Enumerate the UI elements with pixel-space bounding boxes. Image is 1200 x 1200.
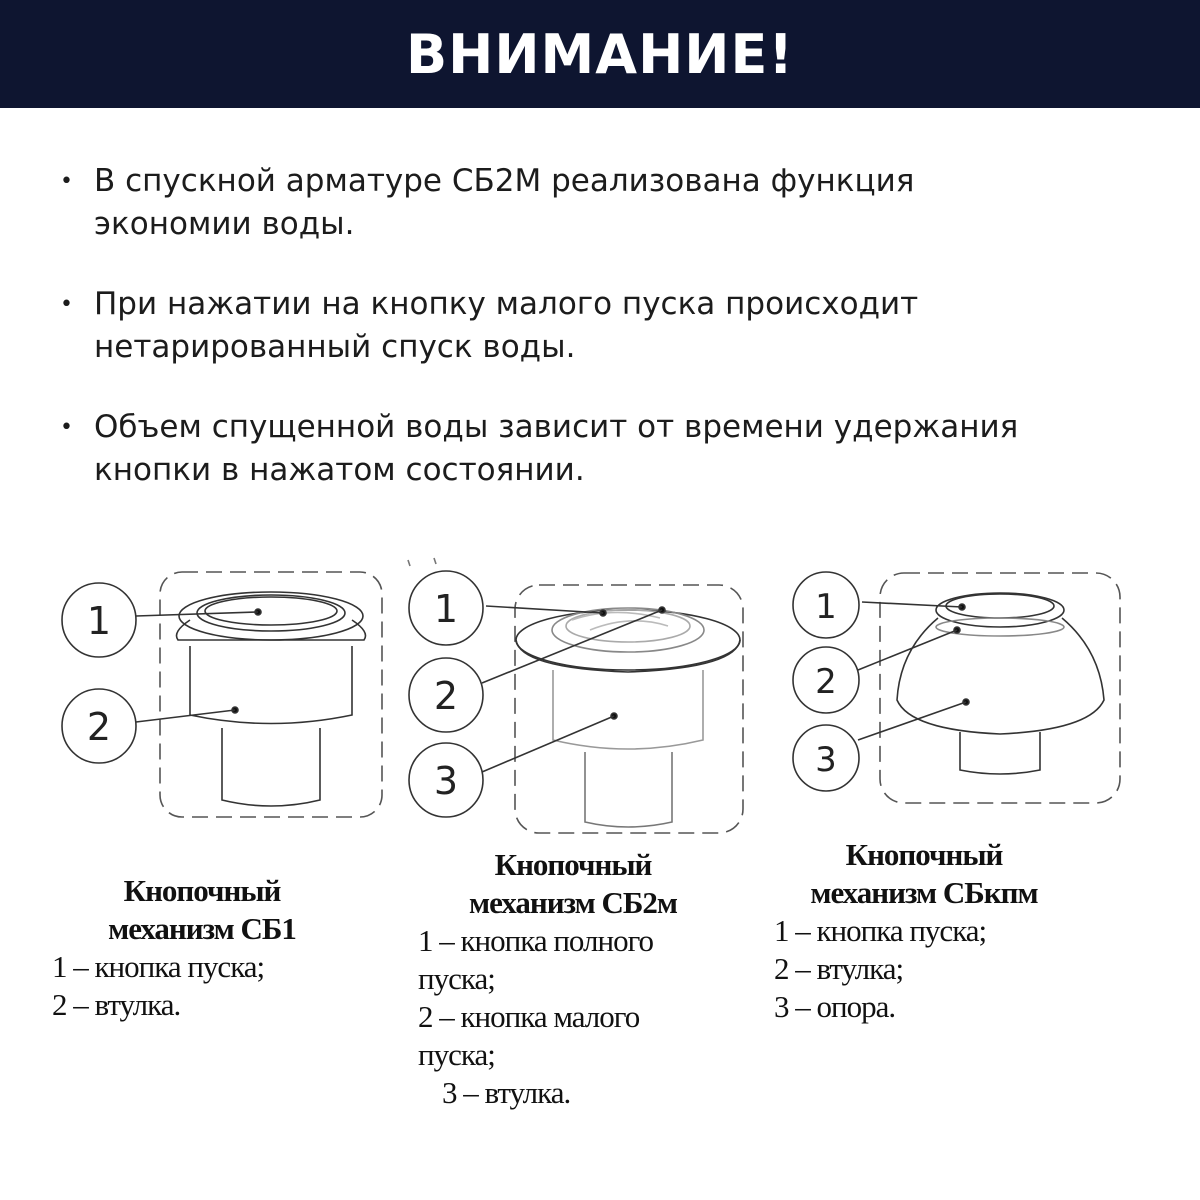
sb2m-caption-item: 3 – втулка. (442, 1075, 571, 1110)
page-title: ВНИМАНИЕ! (406, 22, 794, 86)
sb2m-caption-title: механизм СБ2м (469, 885, 677, 920)
sb2m-base (585, 752, 672, 827)
sb2m-frame (515, 585, 743, 833)
sbkpm-drawing (793, 572, 1120, 803)
list-item (58, 406, 1158, 492)
sbkpm-callout-3-label: 3 (815, 740, 837, 780)
sb2m-flange (516, 610, 740, 670)
sbkpm-support (960, 732, 1040, 774)
sbkpm-leader-3 (858, 702, 966, 740)
sb1-base (222, 728, 320, 806)
sbkpm-callout-2-label: 2 (815, 662, 837, 702)
sb2m-caption-item: 1 – кнопка полного (418, 923, 654, 958)
sb2m-callout-1-label: 1 (433, 587, 459, 631)
sb2m-sleeve (553, 670, 703, 749)
sbkpm-caption-title: механизм СБкпм (810, 875, 1038, 910)
sb2m-callout-3-label: 3 (433, 759, 459, 803)
sb2m-leader-3 (482, 716, 614, 772)
sb1-flange-top (179, 592, 363, 640)
sb2m-scribble (408, 558, 436, 566)
sbkpm-callout-1-label: 1 (815, 587, 837, 627)
sb2m-leader-1 (486, 606, 603, 613)
sb2m-drawing (408, 558, 743, 833)
sbkpm-caption (774, 836, 1074, 1026)
sb1-callout-1-label: 1 (86, 599, 112, 643)
bullet-text-line: нетарированный спуск воды. (94, 329, 576, 365)
sbkpm-leader-2 (858, 630, 957, 670)
sb2m-caption-item: 2 – кнопка малого (418, 999, 640, 1034)
sb2m-caption-item: пуска; (418, 1037, 495, 1072)
bullet-list (58, 160, 1158, 529)
sbkpm-caption-item: 1 – кнопка пуска; (774, 913, 987, 948)
bullet-text-line: кнопки в нажатом состоянии. (94, 452, 585, 488)
bullet-icon: • (60, 292, 73, 317)
sb1-caption-title: механизм СБ1 (108, 911, 296, 946)
warning-banner (0, 0, 1200, 108)
sb2m-caption (418, 846, 728, 1112)
mechanism-drawings (0, 540, 1200, 840)
sb1-frame (160, 572, 382, 817)
list-item (58, 160, 1158, 246)
bullet-icon: • (60, 415, 73, 440)
sb1-flange (177, 620, 366, 640)
sb1-caption-item: 1 – кнопка пуска; (52, 949, 265, 984)
sb1-caption (52, 872, 352, 1024)
sb1-caption-title: Кнопочный (123, 873, 281, 908)
sbkpm-button-outer (936, 593, 1064, 627)
sb2m-small-button (566, 610, 690, 642)
sb1-button-inner (205, 597, 337, 625)
bullet-text-line: Объем спущенной воды зависит от времени удержания (94, 409, 1019, 445)
sbkpm-frame (880, 573, 1120, 803)
sb2m-callout-2-label: 2 (433, 674, 459, 718)
sb1-drawing (62, 572, 382, 817)
bullet-text-line: экономии воды. (94, 206, 355, 242)
sbkpm-caption-item: 2 – втулка; (774, 951, 904, 986)
list-item (58, 283, 1158, 369)
sbkpm-caption-title: Кнопочный (845, 837, 1003, 872)
bullet-icon: • (60, 169, 73, 194)
bullet-text-line: В спускной арматуре СБ2М реализована функция (94, 163, 915, 199)
sb2m-caption-item: пуска; (418, 961, 495, 996)
sbkpm-caption-item: 3 – опора. (774, 989, 896, 1024)
sb1-caption-item: 2 – втулка. (52, 987, 181, 1022)
bullet-text-line: При нажатии на кнопку малого пуска происходит (94, 286, 919, 322)
sb2m-caption-title: Кнопочный (494, 847, 652, 882)
sb1-callout-2-label: 2 (86, 705, 112, 749)
